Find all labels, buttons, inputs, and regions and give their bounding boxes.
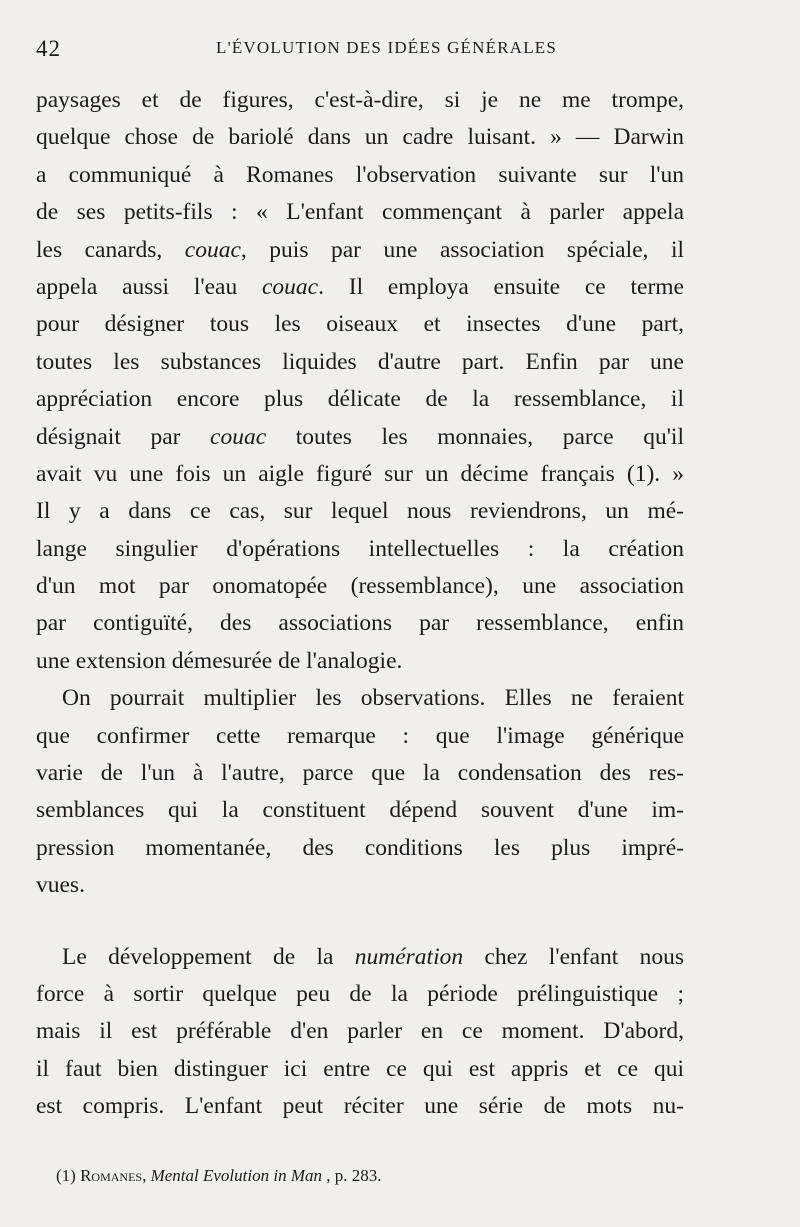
- footnote-author: Romanes: [80, 1166, 143, 1185]
- footnote-title: Mental Evolution in Man: [150, 1166, 322, 1185]
- text-line: est compris. L'enfant peut réciter une série de mots nu-: [36, 1093, 684, 1120]
- italic-term: couac: [184, 236, 241, 263]
- text-line: appréciation encore plus délicate de la ressemblance, il: [36, 386, 684, 413]
- running-title: L'ÉVOLUTION DES IDÉES GÉNÉRALES: [216, 38, 558, 57]
- text-line: Il y a dans ce cas, sur lequel nous reviendrons, un mé-: [36, 498, 684, 525]
- italic-term: couac: [210, 423, 267, 450]
- italic-term: couac: [261, 273, 319, 300]
- text-line: a communiqué à Romanes l'observation suivante sur l'un: [36, 161, 684, 188]
- section-gap: [36, 905, 684, 939]
- text-line: vues.: [36, 872, 85, 899]
- text-line: il faut bien distinguer ici entre ce qui est appris et ce qui: [36, 1055, 684, 1082]
- page-number: 42: [36, 36, 61, 61]
- text-line: par contiguïté, des associations par ressemblance, enfin: [36, 610, 684, 637]
- footnote-marker: (1): [56, 1166, 76, 1185]
- text-segment: désignait par: [36, 423, 211, 450]
- text-line: d'un mot par onomatopée (ressemblance), une association: [36, 573, 684, 600]
- text-line: [36, 232, 684, 269]
- text-line: mais il est préférable d'en parler en ce moment. D'abord,: [36, 1018, 684, 1045]
- text-segment: les canards,: [36, 236, 185, 263]
- text-segment: chez l'enfant nous: [463, 943, 684, 970]
- text-line: pression momentanée, des conditions les plus impré-: [36, 834, 684, 861]
- text-line: quelque chose de bariolé dans un cadre luisant. » — Darwin: [36, 124, 684, 151]
- paragraph-1: [36, 82, 684, 680]
- text-line: [36, 269, 684, 306]
- text-line: lange singulier d'opérations intellectuelles : la création: [36, 535, 684, 562]
- text-line: semblances qui la constituent dépend souvent d'une im-: [36, 797, 684, 824]
- paragraph-3: [36, 939, 684, 1126]
- text-line: paysages et de figures, c'est-à-dire, si je ne me trompe,: [36, 87, 684, 113]
- text-segment: . Il employa ensuite ce terme: [318, 273, 684, 300]
- paragraph-2: [36, 680, 684, 904]
- footnote: (1) Romanes, Mental Evolution in Man , p. 283.: [56, 1166, 382, 1185]
- italic-term: numération: [354, 943, 464, 970]
- text-line: pour désigner tous les oiseaux et insectes d'une part,: [36, 311, 684, 338]
- text-segment: toutes les monnaies, parce qu'il: [266, 423, 684, 450]
- text-line: avait vu une fois un aigle figuré sur un décime français (1). »: [36, 460, 684, 487]
- page-header: [36, 30, 756, 66]
- text-line: On pourrait multiplier les observations. Elles ne feraient: [62, 685, 684, 712]
- body-text: [36, 82, 684, 1126]
- text-line: force à sortir quelque peu de la période prélinguistique ;: [36, 980, 684, 1007]
- text-line: varie de l'un à l'autre, parce que la condensation des res-: [36, 760, 684, 787]
- text-line: une extension démesurée de l'analogie.: [36, 647, 403, 674]
- text-segment: , puis par une association spéciale, il: [240, 236, 685, 263]
- text-segment: appela aussi l'eau: [36, 273, 262, 300]
- text-line: que confirmer cette remarque : que l'image générique: [36, 722, 684, 749]
- text-line: [36, 939, 684, 976]
- text-line: toutes les substances liquides d'autre part. Enfin par une: [36, 348, 684, 375]
- text-segment: Le développement de la: [62, 943, 355, 970]
- text-line: [36, 419, 684, 456]
- text-line: de ses petits-fils : « L'enfant commençant à parler appela: [36, 199, 684, 226]
- footnote-page: , p. 283.: [326, 1166, 382, 1185]
